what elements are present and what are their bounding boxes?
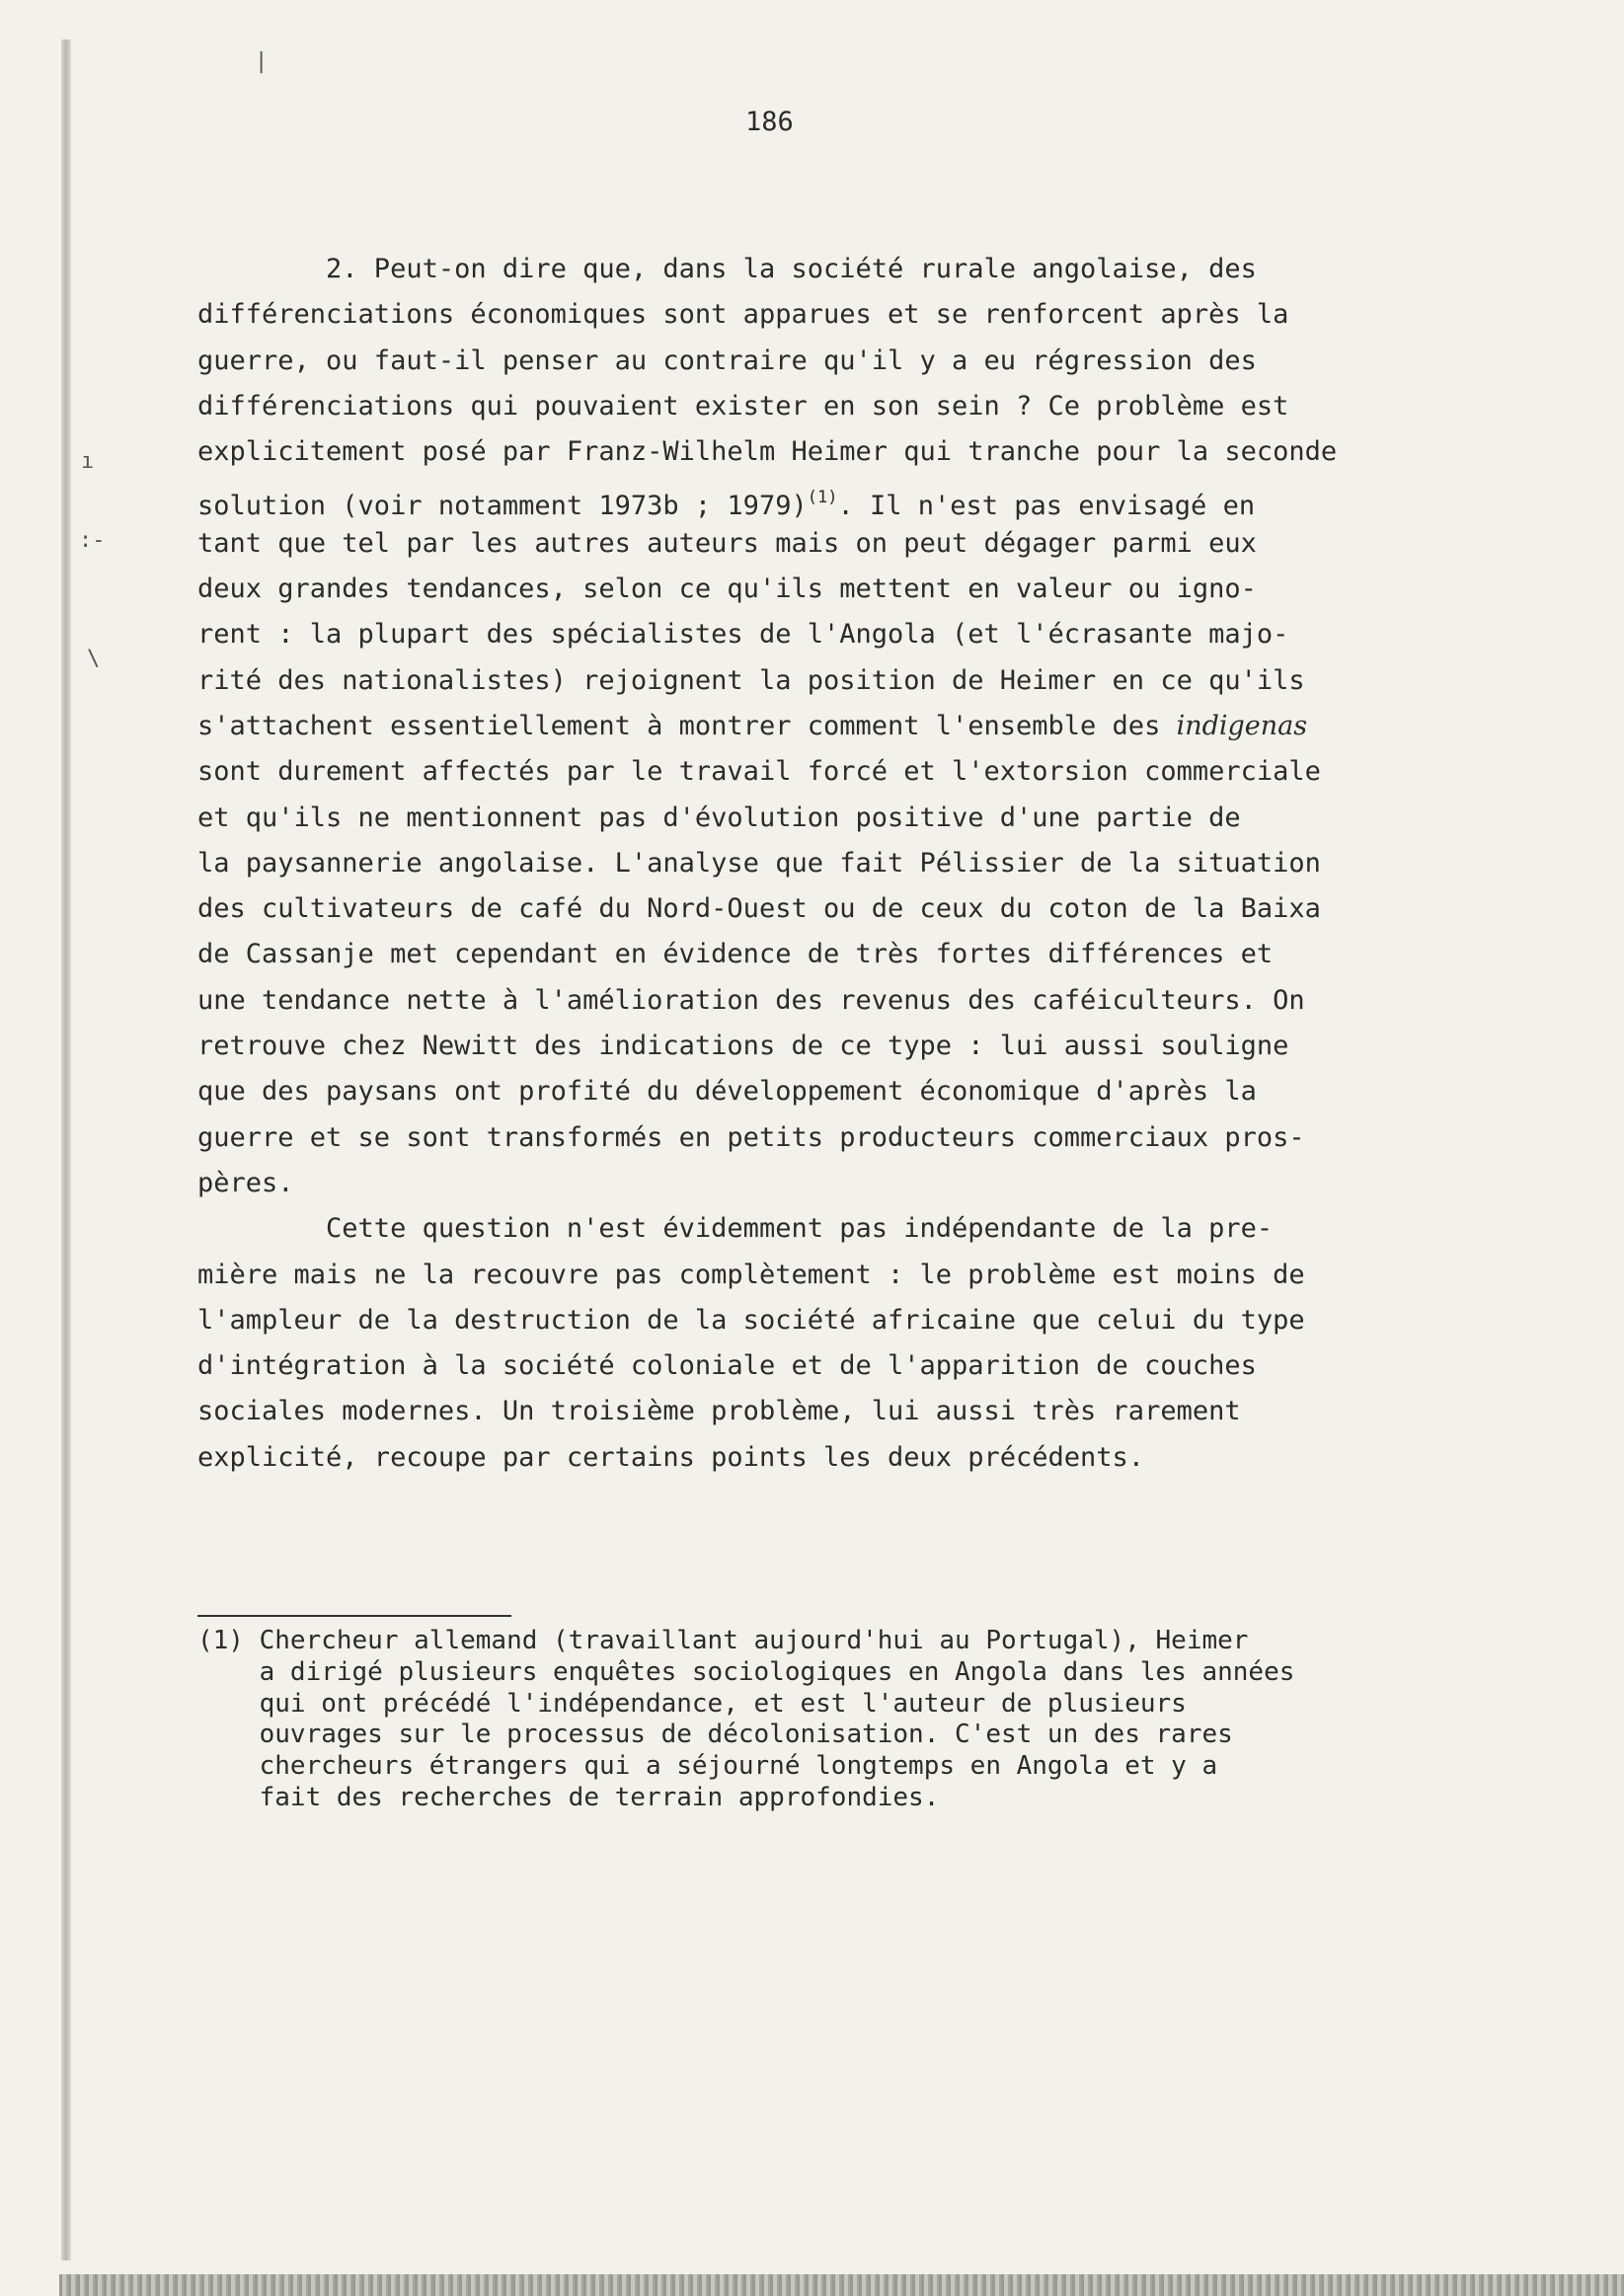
text-line: sont durement affectés par le travail forcé et l'extorsion commerciale	[197, 756, 1321, 788]
text-line: rent : la plupart des spécialistes de l'Angola (et l'écrasante majo-	[197, 619, 1289, 651]
footnote-divider	[197, 1615, 511, 1617]
text-line: guerre et se sont transformés en petits producteurs commerciaux pros-	[197, 1121, 1305, 1153]
text-line	[197, 704, 1471, 749]
text-line: deux grandes tendances, selon ce qu'ils mettent en valeur ou igno-	[197, 574, 1257, 605]
scan-mark: \	[87, 647, 101, 671]
text-line: différenciations économiques sont apparues et se renforcent après la	[197, 299, 1289, 331]
text-line: mière mais ne la recouvre pas complètement : le problème est moins de	[197, 1259, 1305, 1290]
text-segment: s'attachent essentiellement à montrer comment l'ensemble des	[197, 710, 1177, 741]
text-line: Cette question n'est évidemment pas indépendante de la pre-	[197, 1213, 1274, 1245]
text-line: rité des nationalistes) rejoignent la position de Heimer en ce qu'ils	[197, 664, 1305, 696]
text-segment: . Il n'est pas envisagé en	[837, 491, 1256, 522]
text-line: l'ampleur de la destruction de la société africaine que celui du type	[197, 1304, 1305, 1336]
text-line: des cultivateurs de café du Nord-Ouest ou de ceux du coton de la Baixa	[197, 893, 1321, 925]
page-binding-edge	[61, 39, 71, 2260]
page-number: 186	[745, 107, 794, 137]
text-line: de Cassanje met cependant en évidence de très fortes différences et	[197, 939, 1274, 970]
footnote-line: qui ont précédé l'indépendance, et est l'auteur de plusieurs	[197, 1688, 1187, 1719]
text-line: sociales modernes. Un troisième problème, lui aussi très rarement	[197, 1396, 1241, 1427]
text-line: explicitement posé par Franz-Wilhelm Heimer qui tranche pour la seconde	[197, 436, 1338, 468]
text-line: tant que tel par les autres auteurs mais on peut dégager parmi eux	[197, 527, 1257, 559]
text-line: que des paysans ont profité du développement économique d'après la	[197, 1076, 1257, 1108]
body-text	[197, 247, 1471, 1481]
text-line: d'intégration à la société coloniale et de l'apparition de couches	[197, 1350, 1257, 1382]
footnote-line: fait des recherches de terrain approfondies.	[197, 1782, 940, 1812]
footnote-line: a dirigé plusieurs enquêtes sociologiques en Angola dans les années	[197, 1656, 1295, 1687]
scan-bottom-edge	[59, 2274, 1624, 2296]
text-line: différenciations qui pouvaient exister en son sein ? Ce problème est	[197, 390, 1289, 421]
text-line: pères.	[197, 1167, 294, 1198]
text-line: une tendance nette à l'amélioration des revenus des caféiculteurs. On	[197, 984, 1305, 1016]
text-line: la paysannerie angolaise. L'analyse que fait Pélissier de la situation	[197, 847, 1321, 879]
scan-mark: |	[255, 49, 269, 74]
text-line: retrouve chez Newitt des indications de ce type : lui aussi souligne	[197, 1031, 1289, 1062]
text-line: guerre, ou faut-il penser au contraire qu'il y a eu régression des	[197, 344, 1257, 376]
text-line: et qu'ils ne mentionnent pas d'évolution positive d'une partie de	[197, 802, 1241, 833]
footnote-reference: (1)	[807, 488, 838, 508]
text-line: explicité, recoupe par certains points les deux précédents.	[197, 1441, 1145, 1473]
text-line	[197, 475, 1471, 520]
footnote	[197, 1626, 1481, 1814]
scan-mark: ı	[81, 449, 95, 474]
italic-term: indigenas	[1176, 710, 1308, 741]
footnote-line: ouvrages sur le processus de décolonisation. C'est un des rares	[197, 1720, 1233, 1750]
footnote-line: (1) Chercheur allemand (travaillant aujourd'hui au Portugal), Heimer	[197, 1626, 1249, 1655]
footnote-line: chercheurs étrangers qui a séjourné longtemps en Angola et y a	[197, 1751, 1218, 1782]
text-segment: solution (voir notamment 1973b ; 1979)	[197, 491, 808, 522]
scan-mark: :-	[79, 528, 106, 553]
text-line: 2. Peut-on dire que, dans la société rurale angolaise, des	[197, 254, 1257, 284]
